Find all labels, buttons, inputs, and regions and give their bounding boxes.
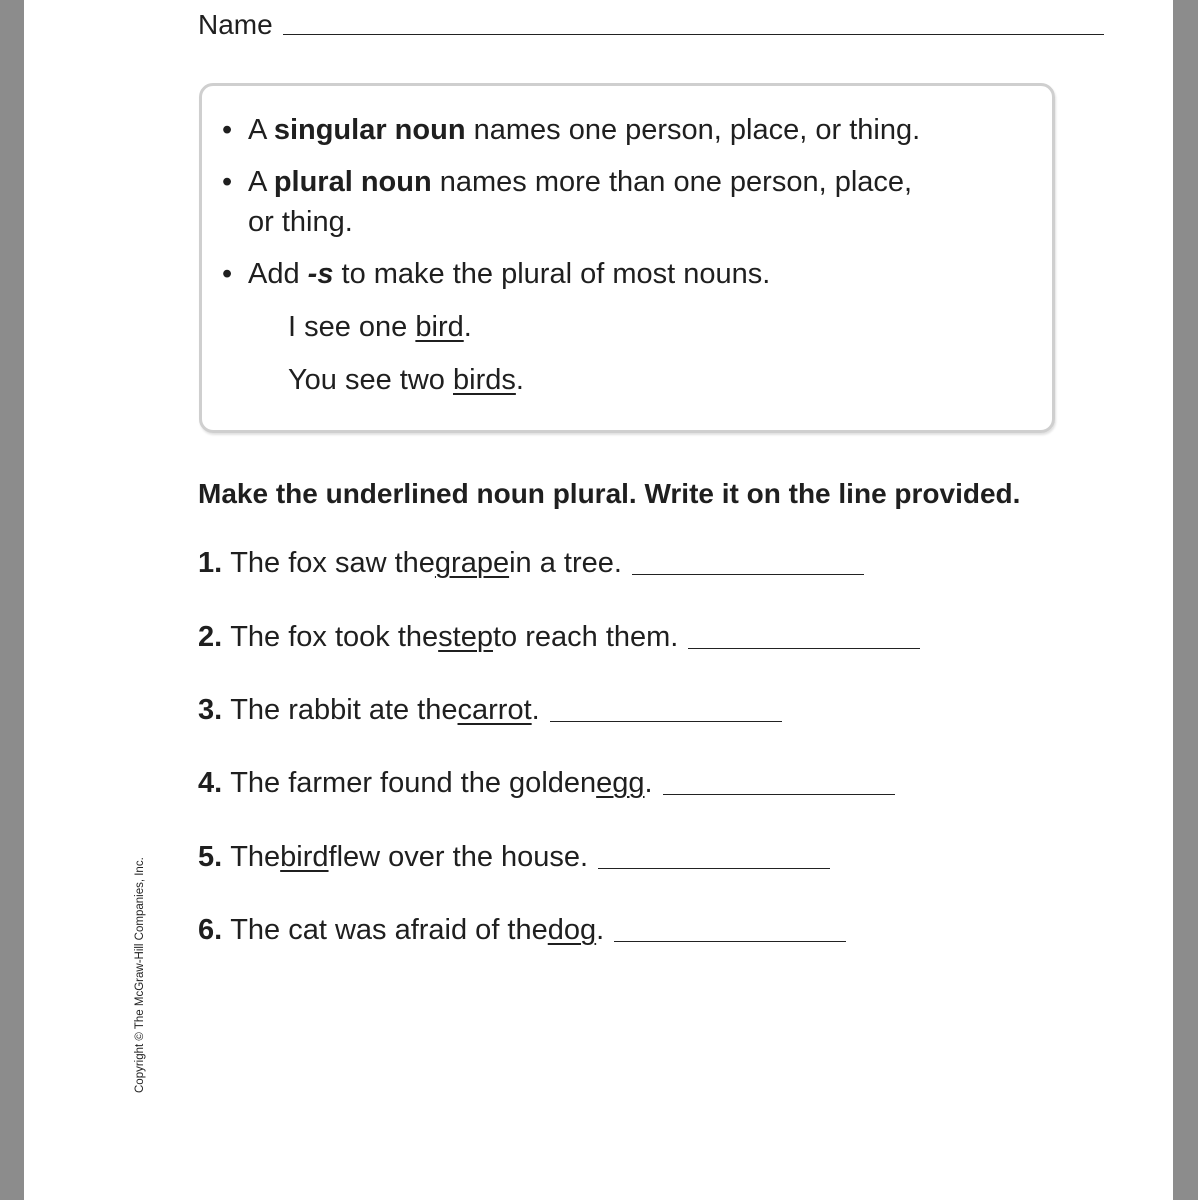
answer-line[interactable] <box>550 720 782 722</box>
example-noun: birds <box>453 364 516 396</box>
worksheet-page <box>24 0 1173 1200</box>
rule-text: A singular noun names one person, place, or thing. <box>248 114 921 146</box>
exercise-noun: grape <box>434 547 510 579</box>
copyright-notice: Copyright © The McGraw-Hill Companies, Inc. <box>134 857 146 1093</box>
answer-line[interactable] <box>663 793 895 795</box>
exercise-number: 6. <box>198 914 223 946</box>
rule-text: A plural noun names more than one person, place, or thing. <box>248 166 913 238</box>
name-label: Name <box>198 9 273 40</box>
exercise-number: 5. <box>198 841 223 873</box>
answer-line[interactable] <box>688 647 920 649</box>
answer-line[interactable] <box>598 867 830 869</box>
exercise-item: 4. The farmer found the golden egg . <box>198 765 895 801</box>
exercise-item: 6. The cat was afraid of the dog . <box>198 912 846 948</box>
exercise-noun: bird <box>280 841 329 873</box>
exercise-item: 1. The fox saw the grape in a tree. <box>198 545 864 581</box>
example-sentence: You see two birds. <box>288 364 524 396</box>
answer-line[interactable] <box>632 573 864 575</box>
exercise-noun: dog <box>547 914 597 946</box>
answer-line[interactable] <box>614 940 846 942</box>
directions: Make the underlined noun plural. Write it on the line provided. <box>198 478 1021 509</box>
example-sentence: I see one bird. <box>288 311 472 343</box>
exercise-number: 3. <box>198 694 223 726</box>
example-noun: bird <box>415 311 464 343</box>
exercise-number: 2. <box>198 621 223 653</box>
rule-box <box>199 83 1055 433</box>
exercise-noun: carrot <box>457 694 532 726</box>
exercise-item: 3. The rabbit ate the carrot . <box>198 692 782 728</box>
name-row <box>198 6 1104 42</box>
rule-text: Add -s to make the plural of most nouns. <box>248 258 771 290</box>
bullet-dot: • <box>222 258 233 290</box>
exercise-number: 1. <box>198 547 223 579</box>
exercise-noun: egg <box>596 767 645 799</box>
exercise-number: 4. <box>198 767 223 799</box>
exercise-noun: step <box>438 621 493 653</box>
bullet-dot: • <box>222 114 233 146</box>
exercise-item: 2. The fox took the step to reach them. <box>198 619 920 655</box>
exercise-item: 5. The bird flew over the house. <box>198 839 830 875</box>
name-line[interactable] <box>283 34 1104 35</box>
bullet-dot: • <box>222 166 233 198</box>
